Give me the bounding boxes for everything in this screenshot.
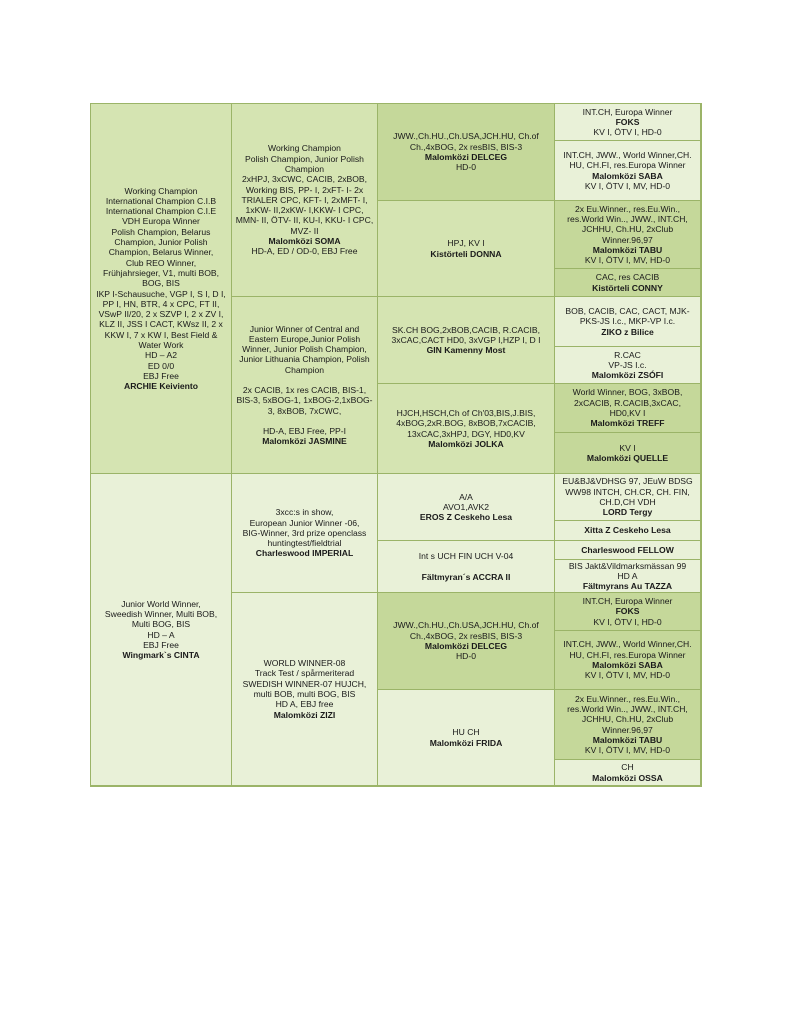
title-line: JWW.,Ch.HU.,Ch.USA,JCH.HU, Ch.of Ch.,4xBOG, 2x resBIS, BIS-3 [393, 620, 539, 641]
great-grandparent-cell [378, 104, 555, 201]
dog-name: Fältmyran´s ACCRA II [421, 571, 511, 582]
grandparent-cell [232, 104, 378, 297]
title-line: WORLD WINNER-08 [263, 658, 346, 669]
title-line: VDH Europa Winner [122, 216, 200, 227]
great-grandparent-cell [378, 474, 555, 541]
gg-grandparent-cell [555, 560, 701, 593]
great-grandparent-cell [378, 384, 555, 474]
title-line: HU CH [452, 727, 480, 738]
great-grandparent-cell [378, 541, 555, 593]
dog-name: Malomközi SABA [592, 170, 663, 181]
gg-grandparent-cell [555, 474, 701, 521]
dog-name: Malomközi TABU [592, 734, 663, 745]
great-grandparent-cell [378, 593, 555, 690]
title-line: HD – A2 [144, 350, 177, 361]
title-line: A/A [459, 491, 473, 502]
gg-grandparent-cell [555, 141, 701, 201]
dog-name: ZIKO z Bilice [601, 326, 654, 337]
title-line: Club REO Winner, [125, 257, 197, 268]
gg-grandparent-cell [555, 104, 701, 141]
dog-name: Wingmark`s CINTA [122, 650, 200, 661]
title-line: HD A, EBJ free [275, 699, 334, 710]
gg-grandparent-cell [555, 433, 701, 474]
title-line: INT.CH, JWW., World Winner,CH. HU, CH.FI, res.Europa Winner [563, 639, 692, 660]
title-line: HD-A, ED / OD-0, EBJ Free [251, 246, 358, 257]
gg-grandparent-cell [555, 521, 701, 541]
title-line: Sweedish Winner, Multi BOB, [104, 608, 218, 619]
title-line: International Champion C.I.B [105, 195, 217, 206]
gg-grandparent-cell [555, 269, 701, 297]
title-line: Junior Winner of Central and Eastern Europe,Junior Polish Winner, Junior Polish Champion, Junior Lithuania Champion, Polish Champion [239, 323, 370, 375]
title-line: Working Champion [268, 143, 341, 154]
grandparent-cell [232, 474, 378, 593]
title-line: 3xcc:s in show, [275, 507, 334, 518]
dog-name: ARCHIE Keiviento [123, 381, 198, 392]
parent-cell [91, 474, 232, 786]
title-line: HJCH,HSCH,Ch of Ch'03,BIS,J.BIS, 4xBOG,2xR.BOG, 8xBOB,7xCACIB, 13xCAC,3xHPJ, DGY, HD0,KV [396, 407, 536, 439]
dog-name: Malomközi JASMINE [262, 436, 347, 447]
dog-name: Xitta Z Ceskeho Lesa [584, 525, 671, 536]
dog-name: Malomközi DELCEG [424, 641, 508, 651]
title-line: R.CAC [614, 349, 641, 360]
title-line: Working Champion [124, 185, 198, 196]
title-line: Junior World Winner, [121, 598, 201, 609]
title-line: EBJ Free [143, 370, 179, 381]
gg-grandparent-cell [555, 760, 701, 786]
dog-name: Malomközi ZSÓFI [591, 370, 664, 381]
title-line: CH [621, 762, 634, 773]
gg-grandparent-cell [555, 384, 701, 433]
dog-name: Malomközi SABA [592, 660, 663, 670]
title-line: International Champion C.I.E [105, 206, 217, 217]
title-line: Polish Champion, Junior Polish Champion [245, 153, 364, 174]
title-line: SK.CH BOG,2xBOB,CACIB, R.CACIB, 3xCAC,CACT HD0, 3xVGP I,HZP I, D I [391, 324, 541, 345]
gg-grandparent-cell [555, 631, 701, 690]
title-line: VP-JS I.c. [608, 359, 647, 370]
dog-name: Malomközi OSSA [592, 772, 663, 783]
parent-cell [91, 104, 232, 474]
title-line: 2xHPJ, 3xCWC, CACIB, 2xBOB, Working BIS, PP- I, 2xFT- I- 2x TRIALER CPC, KFT- I, 2xMFT- I, 1xKW- II,2xKW- I,KKW- I CPC, MMN- II, ÖTV- II, KU-I, KKU- I CPC, MVZ- II [235, 174, 374, 236]
title-line: AVO1,AVK2 [442, 501, 489, 512]
dog-name: Kistörteli CONNY [592, 282, 663, 293]
gg-grandparent-cell [555, 593, 701, 631]
dog-name: Malomközi SOMA [268, 236, 341, 247]
title-line: HD-0 [455, 162, 477, 173]
dog-name: LORD Tergy [602, 507, 653, 518]
title-line: IKP I-Schausuche, VGP I, S I, D I, PP I, HN, BTR, 4 x CPC, FT II, VSwP II/20, 2 x SZVP I, 2 x ZV I, KLZ II, JSS I CACT, KWsz II, 2 x KKW I, 7 x KW I, Best Field & Water Work [96, 288, 226, 350]
gg-grandparent-cell [555, 297, 701, 347]
title-line: BIG-Winner, 3rd prize openclass huntingtest/fieldtrial [242, 527, 367, 549]
dog-name: EROS Z Ceskeho Lesa [419, 512, 513, 523]
dog-name: Malomközi FRIDA [429, 737, 503, 748]
grandparent-cell [232, 593, 378, 786]
gg-grandparent-cell [555, 541, 701, 560]
title-line: HD-A, EBJ Free, PP-I [262, 425, 347, 436]
title-line: Multi BOG, BIS [131, 619, 191, 630]
pedigree-table [90, 103, 702, 787]
title-line: JWW.,Ch.HU.,Ch.USA,JCH.HU, Ch.of Ch.,4xBOG, 2x resBIS, BIS-3 [393, 131, 539, 152]
title-line: Polish Champion, Belarus Champion, Junior Polish Champion, Belarus Winner, [108, 226, 214, 258]
title-line: EU&BJ&VDHSG 97, JEuW BDSG WW98 INTCH, CH.CR, CH. FIN, CH.D,CH VDH [562, 476, 693, 507]
dog-name: Malomközi ZIZI [273, 709, 336, 720]
gg-grandparent-cell [555, 690, 701, 760]
dog-name: GIN Kamenny Most [426, 345, 506, 356]
dog-name: FOKS [615, 116, 640, 127]
dog-name: FOKS [615, 606, 640, 617]
dog-name: Malomközi TABU [592, 244, 663, 255]
title-line: INT.CH, Europa Winner [582, 596, 673, 607]
great-grandparent-cell [378, 297, 555, 384]
dog-name: Malomközi DELCEG [424, 152, 508, 162]
title-line: INT.CH, Europa Winner [582, 106, 673, 117]
title-line: World Winner, BOG, 3xBOB, 2xCACIB, R.CACIB,3xCAC, HD0,KV I [572, 387, 683, 418]
title-line: HPJ, KV I [447, 238, 485, 249]
title-line: BIS Jakt&Vildmarksmässan 99 [568, 560, 687, 571]
title-line: BOB, CACIB, CAC, CACT, MJK-PKS-JS I.c., MKP-VP I.c. [565, 306, 690, 327]
title-line: SWEDISH WINNER-07 HUJCH, multi BOB, multi BOG, BIS [242, 678, 367, 699]
title-line: KV I, ÖTV I, MV, HD-0 [584, 180, 671, 191]
great-grandparent-cell [378, 690, 555, 786]
dog-name: Charleswood IMPERIAL [255, 548, 354, 559]
title-line: Frühjahrsieger, V1, multi BOB, BOG, BIS [102, 267, 220, 289]
great-grandparent-cell [378, 201, 555, 297]
title-line: Track Test / spårmeriterad [254, 668, 355, 679]
dog-name: Malomközi QUELLE [586, 453, 669, 463]
title-line: KV I, ÖTV I, MV, HD-0 [584, 670, 671, 681]
dog-name: Fältmyrans Au TAZZA [582, 581, 673, 592]
title-line: European Junior Winner -06, [249, 517, 360, 528]
title-line: 2x CACIB, 1x res CACIB, BIS-1, BIS-3, 5xBOG-1, 1xBOG-2,1xBOG-3, 8xBOB, 7xCWC, [236, 385, 373, 416]
title-line: KV I, ÖTV I, MV, HD-0 [584, 745, 671, 756]
title-line: HD-0 [455, 651, 477, 662]
dog-name: Kistörteli DONNA [430, 248, 502, 259]
title-line: CAC, res CACIB [595, 272, 660, 283]
dog-name: Malomközi TREFF [590, 418, 665, 429]
gg-grandparent-cell [555, 201, 701, 269]
title-line: KV I [619, 442, 636, 453]
grandparent-cell [232, 297, 378, 474]
title-line: Int s UCH FIN UCH V-04 [418, 551, 514, 562]
title-line: KV I, ÖTV I, MV, HD-0 [584, 255, 671, 266]
dog-name: Charleswood FELLOW [581, 544, 674, 555]
title-line: 2x Eu.Winner., res.Eu.Win., res.World Win.., JWW., INT.CH, JCHHU, Ch.HU, 2xClub Winner.96,97 [567, 203, 688, 245]
title-line: HD – A [147, 629, 175, 640]
title-line: ED 0/0 [147, 360, 175, 371]
title-line: KV I, ÖTV I, HD-0 [593, 616, 662, 627]
title-line: INT.CH, JWW., World Winner,CH. HU, CH.FI, res.Europa Winner [563, 149, 692, 171]
title-line: KV I, ÖTV I, HD-0 [593, 127, 662, 138]
title-line: EBJ Free [143, 639, 179, 650]
title-line: HD A [617, 570, 638, 581]
gg-grandparent-cell [555, 347, 701, 384]
dog-name: Malomközi JOLKA [428, 438, 504, 449]
title-line: 2x Eu.Winner., res.Eu.Win., res.World Win.., JWW., INT.CH, JCHHU, Ch.HU, 2xClub Winner.96,97 [567, 693, 688, 735]
